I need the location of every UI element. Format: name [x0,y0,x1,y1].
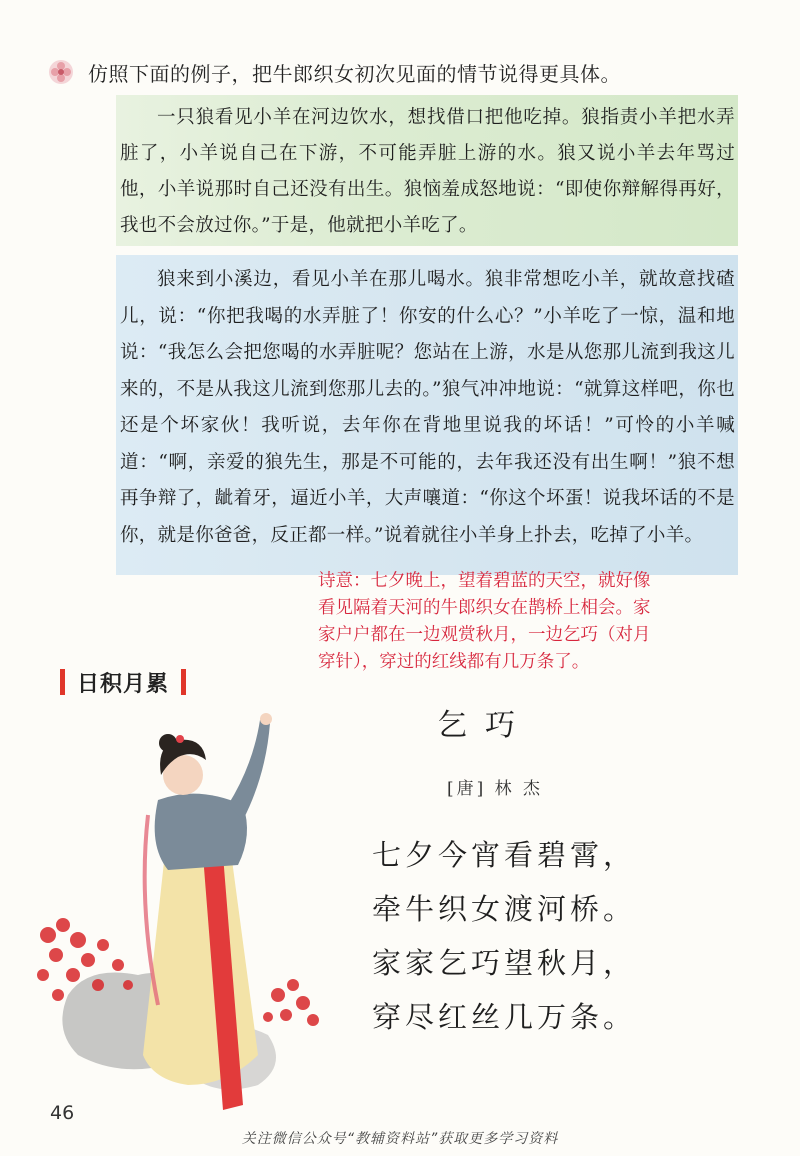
page-number: 46 [50,1102,75,1124]
poem-line: 牵牛织女渡河桥。 [372,892,637,926]
example-paragraph: 一只狼看见小羊在河边饮水，想找借口把他吃掉。狼指责小羊把水弄脏了，小羊说自己在下游，不可能弄脏上游的水。狼又说小羊去年骂过他，小羊说那时自己还没有出生。狼恼羞成怒地说：“即使你辩解得再好，我也不会放过你。”于是，他就把小羊吃了。 [120,107,735,236]
poem-line: 穿尽红丝几万条。 [372,1000,637,1034]
poem-line: 七夕今宵看碧霄， [372,838,637,872]
footer-watermark: 关注微信公众号“教辅资料站”获取更多学习资料 [241,1131,559,1147]
poem-author: [唐] 林 杰 [446,779,544,799]
poem-meaning-annotation: 诗意：七夕晚上，望着碧蓝的天空，就好像看见隔着天河的牛郎织女在鹊桥上相会。家家户户都在一边观赏秋月，一边乞巧（对月穿针），穿过的红线都有几万条了。 [318,571,651,672]
instruction-text: 仿照下面的例子，把牛郎织女初次见面的情节说得更具体。 [88,61,621,86]
section-bar-right [181,669,186,695]
instruction [48,55,748,89]
poem-line: 家家乞巧望秋月， [372,946,637,980]
section-title-label: 日积月累 [77,671,170,697]
section-bar-left [60,669,65,695]
illustration [28,705,348,1156]
section-title [60,664,186,700]
flower-icon [48,59,74,85]
expanded-paragraph: 狼来到小溪边，看见小羊在那儿喝水。狼非常想吃小羊，就故意找碴儿，说：“你把我喝的水弄脏了！你安的什么心？”小羊吃了一惊，温和地说：“我怎么会把您喝的水弄脏呢？您站在上游，水是从您那儿流到我这儿来的，不是从我这儿流到您那儿去的。”狼气冲冲地说：“就算这样吧，你也还是个坏家伙！我听说，去年你在背地里说我的坏话！”可怜的小羊喊道：“啊，亲爱的狼先生，那是不可能的，去年我还没有出生啊！”狼不想再争辩了，龇着牙，逼近小羊，大声嚷道：“你这个坏蛋！说我坏话的不是你，就是你爸爸，反正都一样。”说着就往小羊身上扑去，吃掉了小羊。 [120,269,735,546]
poem-body [372,828,652,1044]
poem-title: 乞巧 [437,708,533,743]
